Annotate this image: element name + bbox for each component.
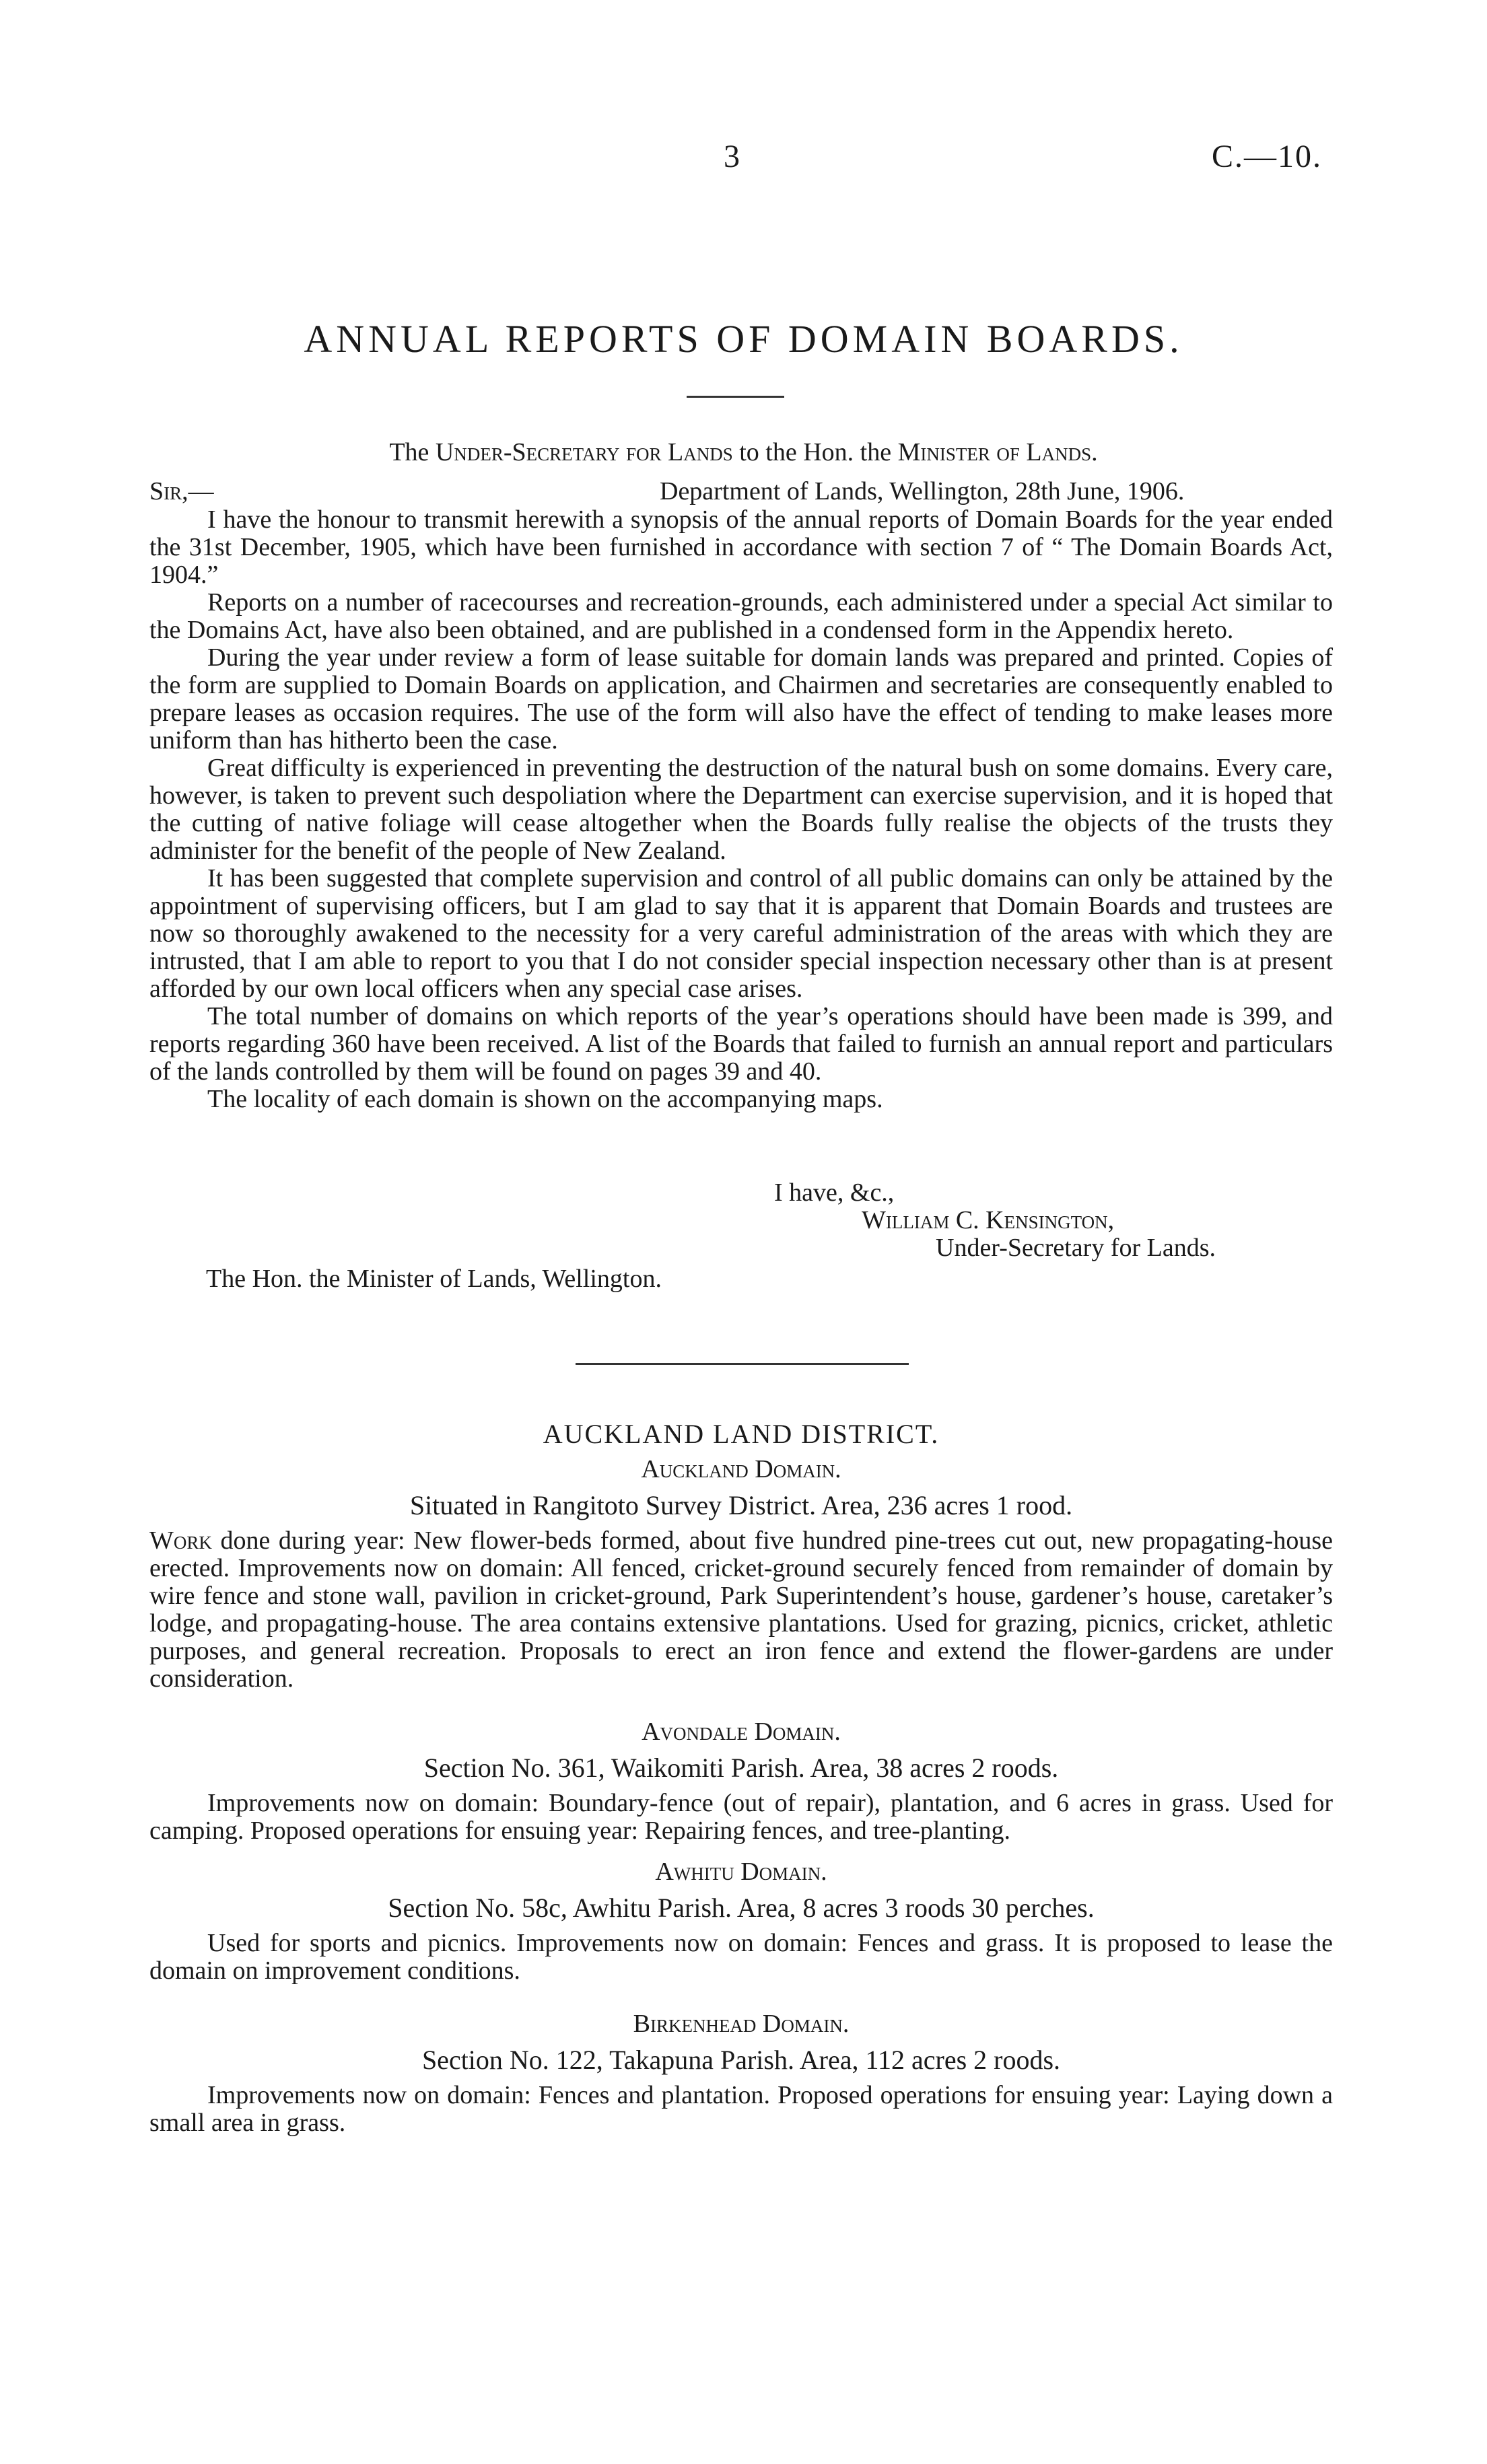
letter-heading (0, 439, 1487, 466)
domain-location: Section No. 122, Takapuna Parish. Area, 112 acres 2 roods. (421, 2045, 1061, 2075)
heading-end: . (1091, 438, 1098, 466)
heading-sender: Under-Secretary for Lands (435, 438, 733, 466)
closing: I have, &c., (774, 1178, 895, 1207)
dateline: Department of Lands, Wellington, 28th June, 1906. (660, 477, 1185, 505)
letter-paragraph: It has been suggested that complete supervision and control of all public domains can only be attained by the appointment of supervising officers, but I am glad to say that it is apparent that Domain Boards and trustees are now so thoroughly awakened to the necessity for a very careful administration of the areas with which they are intrusted, that I am able to report to you that I do not consider special inspection necessary other than is at present afforded by our own local officers when any special case arises. (149, 864, 1333, 1003)
domain-name: Auckland Domain. (641, 1455, 841, 1483)
letter-paragraph: I have the honour to transmit herewith a synopsis of the annual reports of Domain Boards for the year ended the 31st December, 1905, which have been furnished in accordance with section 7 of “ The Domain Boards Act, 1904.” (149, 505, 1333, 589)
signatory-name: William C. Kensington, (862, 1206, 1115, 1234)
description-body: done during year: New flower-beds formed, about five hundred pine-trees cut out, new propagating-house erected. Improvements now on domain: All fenced, cricket-ground securely fenced from remainder of domain by wire fence and stone wall, pavilion in cricket-ground, Park Superintendent’s house, gardener’s house, caretaker’s lodge, and propagating-house. The area contains extensive plantations. Used for grazing, picnics, cricket, athletic purposes, and general recreation. Proposals to erect an iron fence and extend the flower-gardens are under consideration. (149, 1526, 1333, 1693)
heading-middle: to the Hon. the (732, 438, 898, 466)
domain-location: Section No. 361, Waikomiti Parish. Area, 38 acres 2 roods. (423, 1753, 1059, 1783)
heading-recipient: Minister of Lands (897, 438, 1092, 466)
document-reference: C.—10. (1212, 139, 1323, 174)
letter-paragraph: Reports on a number of racecourses and recreation-grounds, each administered under a special Act similar to the Domains Act, have also been obtained, and are published in a condensed form in the Appendix hereto. (149, 588, 1333, 644)
title-divider (687, 396, 784, 398)
domain-description: Improvements now on domain: Fences and plantation. Proposed operations for ensuing year: Laying down a small area in grass. (149, 2081, 1333, 2137)
letter-paragraph: During the year under review a form of lease suitable for domain lands was prepared and printed. Copies of the form are supplied to Domain Boards on application, and Chairmen and secretaries are consequently enabled to prepare leases as occasion requires. The use of the form will also have the effect of tending to make leases more uniform than has hitherto been the case. (149, 643, 1333, 754)
signatory-title: Under-Secretary for Lands. (936, 1234, 1216, 1262)
salutation: Sir,— (149, 477, 214, 505)
domain-name: Avondale Domain. (642, 1718, 841, 1746)
document-title: ANNUAL REPORTS OF DOMAIN BOARDS. (304, 317, 1183, 361)
section-divider (576, 1363, 909, 1365)
domain-location: Section No. 58c, Awhitu Parish. Area, 8 acres 3 roods 30 perches. (388, 1893, 1095, 1923)
description-lead: Work (149, 1526, 212, 1555)
heading-prefix: The (389, 438, 436, 466)
domain-description: Improvements now on domain: Boundary-fence (out of repair), plantation, and 6 acres in grass. Used for camping. Proposed operations for ensuing year: Repairing fences, and tree-planting. (149, 1789, 1333, 1845)
domain-name: Birkenhead Domain. (633, 2010, 850, 2038)
letter-body (149, 506, 1333, 1113)
domain-location: Situated in Rangitoto Survey District. Area, 236 acres 1 rood. (409, 1490, 1073, 1520)
letter-paragraph: The locality of each domain is shown on the accompanying maps. (207, 1085, 883, 1113)
page-number: 3 (724, 139, 740, 174)
domain-description (149, 1527, 1333, 1693)
district-title: AUCKLAND LAND DISTRICT. (543, 1419, 940, 1449)
letter-paragraph: The total number of domains on which reports of the year’s operations should have been made is 399, and reports regarding 360 have been received. A list of the Boards that failed to furnish an annual report and particulars of the lands controlled by them will be found on pages 39 and 40. (149, 1002, 1333, 1086)
domain-name: Awhitu Domain. (655, 1858, 827, 1886)
addressee: The Hon. the Minister of Lands, Wellington. (206, 1265, 662, 1293)
district-section (149, 1420, 1333, 2137)
domain-description: Used for sports and picnics. Improvements now on domain: Fences and grass. It is proposed to lease the domain on improvement conditions. (149, 1929, 1333, 1985)
letter-paragraph: Great difficulty is experienced in preventing the destruction of the natural bush on some domains. Every care, however, is taken to prevent such despoliation where the Department can exercise supervision, and it is hoped that the cutting of native foliage will cease altogether when the Boards fully realise the objects of the trusts they administer for the benefit of the people of New Zealand. (149, 754, 1333, 865)
